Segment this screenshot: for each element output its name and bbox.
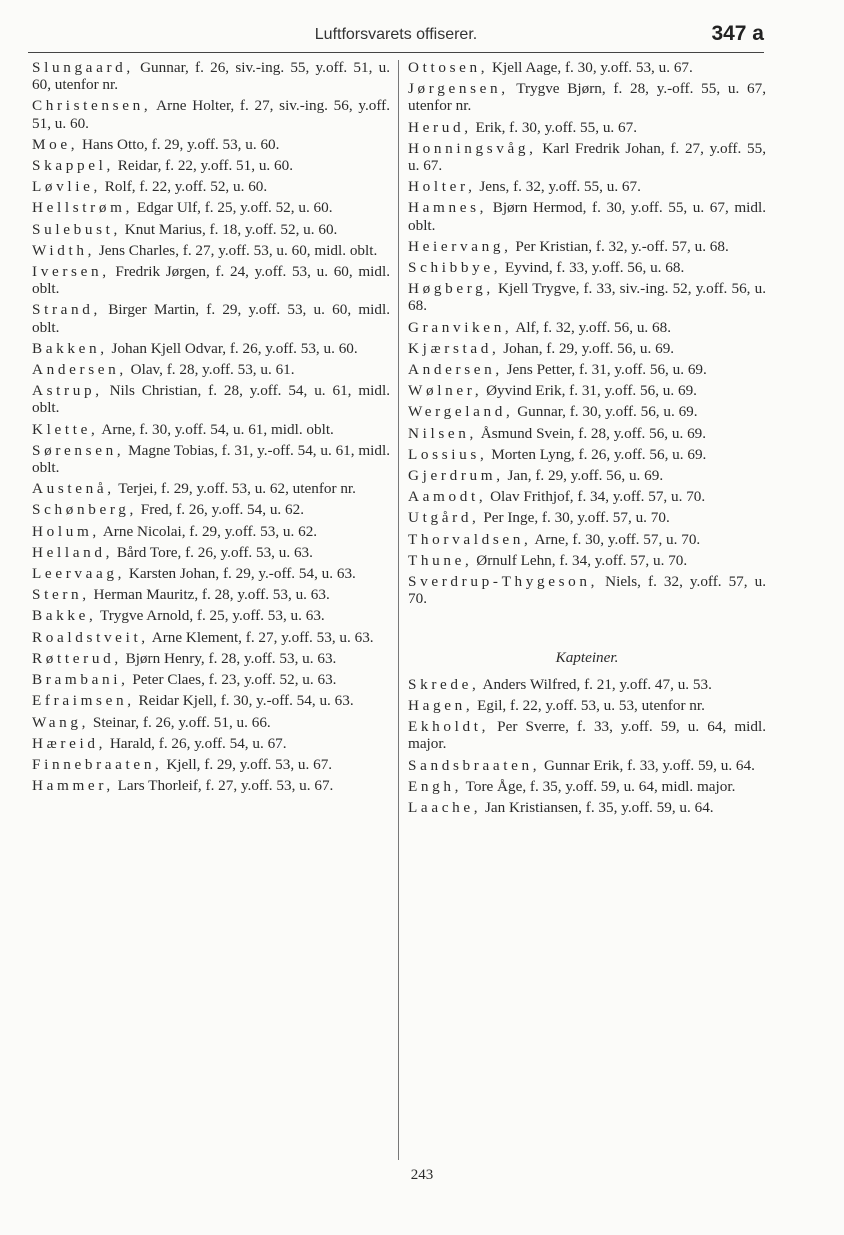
register-entry xyxy=(408,140,766,174)
entry-surname: Wergeland, xyxy=(408,403,514,421)
page-number-top: 347 a xyxy=(711,22,764,45)
entry-details: Magne Tobias, f. 31, y.-off. 54, u. 61, midl. oblt. xyxy=(32,441,390,477)
entry-surname: Astrup, xyxy=(32,382,103,400)
page-number-bottom: 243 xyxy=(410,1167,434,1183)
entry-details: Anders Wilfred, f. 21, y.off. 47, u. 53. xyxy=(479,675,712,693)
register-entry xyxy=(408,403,766,420)
entry-surname: Wølner, xyxy=(408,382,483,400)
entry-surname: Moe, xyxy=(32,135,79,153)
register-entry xyxy=(408,799,766,816)
entry-surname: Andersen, xyxy=(32,361,127,379)
entry-details: Jens Petter, f. 31, y.off. 56, u. 69. xyxy=(502,361,707,379)
register-entry xyxy=(32,692,390,709)
entry-surname: Slungaard, xyxy=(32,59,134,76)
entry-details: Eyvind, f. 33, y.off. 56, u. 68. xyxy=(501,259,685,277)
entry-details: Bård Tore, f. 26, y.off. 53, u. 63. xyxy=(113,543,313,561)
entry-surname: Ekholdt, xyxy=(408,718,490,736)
right-column xyxy=(408,59,766,820)
entry-details: Arne Holter, f. 27, siv.-ing. 56, y.off. 51, u. 60. xyxy=(32,97,390,132)
entry-details: Per Kristian, f. 32, y.-off. 57, u. 68. xyxy=(511,237,729,255)
register-entry xyxy=(408,280,766,314)
register-entry xyxy=(32,586,390,603)
entry-surname: Stern, xyxy=(32,586,90,604)
register-entry xyxy=(32,382,390,416)
register-entry xyxy=(32,136,390,153)
entry-details: Reidar, f. 22, y.off. 51, u. 60. xyxy=(113,157,294,175)
entry-surname: Laache, xyxy=(408,798,482,816)
entry-details: Niels, f. 32, y.off. 57, u. 70. xyxy=(408,573,766,608)
entry-surname: Leervaag, xyxy=(32,565,126,583)
page-header xyxy=(28,22,764,52)
entry-details: Erik, f. 30, y.off. 55, u. 67. xyxy=(471,118,637,136)
entry-surname: Christensen, xyxy=(32,97,152,115)
register-entry xyxy=(32,671,390,688)
entry-surname: Brambani, xyxy=(32,671,129,689)
entry-details: Ørnulf Lehn, f. 34, y.off. 57, u. 70. xyxy=(472,551,688,569)
entry-surname: Gjerdrum, xyxy=(408,467,504,485)
entry-details: Jan Kristiansen, f. 35, y.off. 59, u. 64. xyxy=(481,798,714,816)
entry-surname: Sulebust, xyxy=(32,220,121,238)
entry-surname: Sverdrup-Thygeson, xyxy=(408,573,599,591)
entry-details: Jens, f. 32, y.off. 55, u. 67. xyxy=(475,178,641,196)
entry-surname: Width, xyxy=(32,241,96,259)
entry-surname: Hagen, xyxy=(408,696,474,714)
entry-details: Per Inge, f. 30, y.off. 57, u. 70. xyxy=(479,509,670,527)
entry-surname: Røtterud, xyxy=(32,649,122,667)
entry-details: Lars Thorleif, f. 27, y.off. 53, u. 67. xyxy=(113,777,334,795)
entry-details: Arne, f. 30, y.off. 57, u. 70. xyxy=(531,530,701,548)
entry-surname: Bakke, xyxy=(32,607,97,625)
entry-details: Åsmund Svein, f. 28, y.off. 56, u. 69. xyxy=(477,424,707,442)
entry-details: Alf, f. 32, y.off. 56, u. 68. xyxy=(512,318,672,336)
register-entry xyxy=(32,650,390,667)
entry-details: Jan, f. 29, y.off. 56, u. 69. xyxy=(503,467,664,485)
entry-details: Birger Martin, f. 29, y.off. 53, u. 60, midl. oblt. xyxy=(32,301,390,336)
entry-surname: Holum, xyxy=(32,522,100,540)
entry-details: Reidar Kjell, f. 30, y.-off. 54, u. 63. xyxy=(134,692,354,710)
entry-details: Egil, f. 22, y.off. 53, u. 53, utenfor nr. xyxy=(473,696,705,714)
entry-details: Bjørn Henry, f. 28, y.off. 53, u. 63. xyxy=(121,649,337,667)
entry-surname: Aamodt, xyxy=(408,488,487,506)
register-entry xyxy=(32,157,390,174)
entry-details: Øyvind Erik, f. 31, y.off. 56, u. 69. xyxy=(482,382,697,400)
left-column xyxy=(32,59,390,798)
register-entry xyxy=(32,421,390,438)
register-entry xyxy=(32,735,390,752)
entry-surname: Løvlie, xyxy=(32,178,101,196)
register-entry xyxy=(32,523,390,540)
entry-surname: Bakken, xyxy=(32,339,108,357)
entry-surname: Jørgensen, xyxy=(408,80,509,98)
register-entry xyxy=(408,509,766,526)
register-entry xyxy=(32,301,390,335)
entry-details: Kjell, f. 29, y.off. 53, u. 67. xyxy=(162,755,333,773)
entry-surname: Granviken, xyxy=(408,318,513,336)
register-entry xyxy=(32,199,390,216)
register-entry xyxy=(32,242,390,259)
running-title: Luftforsvarets offiserer. xyxy=(314,26,478,43)
entry-surname: Schønberg, xyxy=(32,501,137,519)
entry-surname: Engh, xyxy=(408,777,463,795)
register-entry xyxy=(408,573,766,607)
entry-surname: Skappel, xyxy=(32,157,114,175)
entry-surname: Skrede, xyxy=(408,675,480,693)
entry-surname: Honningsvåg, xyxy=(408,139,537,157)
entry-surname: Sandsbraaten, xyxy=(408,756,541,774)
register-entry xyxy=(408,697,766,714)
entry-surname: Wang, xyxy=(32,713,90,731)
register-entry xyxy=(408,340,766,357)
kapteiner-entries xyxy=(408,676,766,816)
entry-surname: Iversen, xyxy=(32,263,110,281)
entry-surname: Høgberg, xyxy=(408,280,494,298)
entry-surname: Andersen, xyxy=(408,361,503,379)
entry-details: Gunnar, f. 30, y.off. 56, u. 69. xyxy=(513,403,698,421)
register-entry xyxy=(408,319,766,336)
entry-surname: Holter, xyxy=(408,178,476,196)
entry-details: Rolf, f. 22, y.off. 52, u. 60. xyxy=(100,178,268,196)
entry-surname: Lossius, xyxy=(408,445,488,463)
entry-details: Knut Marius, f. 18, y.off. 52, u. 60. xyxy=(120,220,338,238)
register-entry xyxy=(32,221,390,238)
register-entry xyxy=(408,676,766,693)
entry-details: Johan, f. 29, y.off. 56, u. 69. xyxy=(499,339,675,357)
entry-surname: Klette, xyxy=(32,420,99,438)
register-entry xyxy=(408,718,766,752)
entry-surname: Utgård, xyxy=(408,509,480,527)
entry-details: Kjell Trygve, f. 33, siv.-ing. 52, y.off. 56, u. 68. xyxy=(408,280,766,315)
entry-surname: Kjærstad, xyxy=(408,339,500,357)
register-entry xyxy=(32,263,390,297)
entry-surname: Ottosen, xyxy=(408,59,489,76)
register-entry xyxy=(408,757,766,774)
register-entry xyxy=(32,565,390,582)
entry-surname: Strand, xyxy=(32,301,101,319)
entry-details: Per Sverre, f. 33, y.off. 59, u. 64, midl. major. xyxy=(408,718,766,753)
column-divider xyxy=(398,60,399,1160)
header-rule xyxy=(28,52,764,53)
register-entry xyxy=(32,629,390,646)
register-entry xyxy=(408,119,766,136)
register-entry xyxy=(32,442,390,476)
entry-surname: Helland, xyxy=(32,543,114,561)
entry-details: Arne Nicolai, f. 29, y.off. 53, u. 62. xyxy=(99,522,318,540)
entry-details: Morten Lyng, f. 26, y.off. 56, u. 69. xyxy=(487,445,707,463)
register-entry xyxy=(408,552,766,569)
register-entry xyxy=(408,361,766,378)
entry-details: Peter Claes, f. 23, y.off. 52, u. 63. xyxy=(128,671,337,689)
entry-details: Steinar, f. 26, y.off. 51, u. 66. xyxy=(89,713,271,731)
entry-details: Bjørn Hermod, f. 30, y.off. 55, u. 67, midl. oblt. xyxy=(408,199,766,234)
register-entry xyxy=(32,59,390,93)
register-entry xyxy=(408,382,766,399)
entry-details: Fred, f. 26, y.off. 54, u. 62. xyxy=(136,501,305,519)
entry-details: Nils Christian, f. 28, y.off. 54, u. 61, midl. oblt. xyxy=(32,382,390,417)
section-heading-kapteiner: Kapteiner. xyxy=(555,649,619,667)
entry-details: Kjell Aage, f. 30, y.off. 53, u. 67. xyxy=(488,59,693,76)
entry-details: Hans Otto, f. 29, y.off. 53, u. 60. xyxy=(78,135,280,153)
register-entry xyxy=(408,59,766,76)
entry-details: Karsten Johan, f. 29, y.-off. 54, u. 63. xyxy=(125,565,356,583)
right-column-entries xyxy=(408,59,766,607)
entry-surname: Thune, xyxy=(408,551,473,569)
entry-details: Gunnar, f. 26, siv.-ing. 55, y.off. 51, u. 60, utenfor nr. xyxy=(32,59,390,94)
register-entry xyxy=(32,501,390,518)
entry-surname: Hæreid, xyxy=(32,734,107,752)
register-entry xyxy=(32,480,390,497)
register-entry xyxy=(32,97,390,131)
register-entry xyxy=(32,361,390,378)
entry-details: Arne, f. 30, y.off. 54, u. 61, midl. oblt. xyxy=(98,420,334,438)
register-entry xyxy=(32,756,390,773)
entry-details: Herman Mauritz, f. 28, y.off. 53, u. 63. xyxy=(89,586,330,604)
entry-surname: Efraimsen, xyxy=(32,692,135,710)
entry-surname: Sørensen, xyxy=(32,441,125,459)
entry-surname: Hellstrøm, xyxy=(32,199,134,217)
entry-surname: Austenå, xyxy=(32,480,115,498)
entry-details: Arne Klement, f. 27, y.off. 53, u. 63. xyxy=(148,628,374,646)
entry-details: Harald, f. 26, y.off. 54, u. 67. xyxy=(106,734,287,752)
entry-details: Fredrik Jørgen, f. 24, y.off. 53, u. 60, midl. oblt. xyxy=(32,263,390,298)
entry-surname: Thorvaldsen, xyxy=(408,530,532,548)
register-entry xyxy=(32,544,390,561)
entry-details: Olav Frithjof, f. 34, y.off. 57, u. 70. xyxy=(486,488,706,506)
entry-details: Tore Åge, f. 35, y.off. 59, u. 64, midl. major. xyxy=(462,777,736,795)
entry-details: Olav, f. 28, y.off. 53, u. 61. xyxy=(126,361,295,379)
entry-surname: Nilsen, xyxy=(408,424,477,442)
register-entry xyxy=(32,340,390,357)
register-entry xyxy=(32,777,390,794)
entry-surname: Roaldstveit, xyxy=(32,628,149,646)
register-entry xyxy=(408,425,766,442)
register-entry xyxy=(408,467,766,484)
register-entry xyxy=(408,259,766,276)
entry-details: Terjei, f. 29, y.off. 53, u. 62, utenfor nr. xyxy=(114,480,356,498)
entry-details: Gunnar Erik, f. 33, y.off. 59, u. 64. xyxy=(540,756,755,774)
entry-surname: Herud, xyxy=(408,118,472,136)
register-entry xyxy=(408,488,766,505)
register-entry xyxy=(32,607,390,624)
register-entry xyxy=(408,446,766,463)
register-entry xyxy=(408,238,766,255)
entry-details: Trygve Arnold, f. 25, y.off. 53, u. 63. xyxy=(96,607,325,625)
entry-details: Edgar Ulf, f. 25, y.off. 52, u. 60. xyxy=(133,199,333,217)
entry-details: Trygve Bjørn, f. 28, y.-off. 55, u. 67, utenfor nr. xyxy=(408,80,766,115)
register-entry xyxy=(408,778,766,795)
entry-surname: Hammer, xyxy=(32,777,114,795)
entry-surname: Heiervang, xyxy=(408,237,512,255)
register-entry xyxy=(408,80,766,114)
register-entry xyxy=(32,178,390,195)
register-entry xyxy=(408,531,766,548)
entry-details: Karl Fredrik Johan, f. 27, y.off. 55, u. 67. xyxy=(408,139,766,175)
entry-details: Johan Kjell Odvar, f. 26, y.off. 53, u. 60. xyxy=(107,339,358,357)
entry-details: Jens Charles, f. 27, y.off. 53, u. 60, midl. oblt. xyxy=(95,241,378,259)
register-entry xyxy=(408,199,766,233)
register-entry xyxy=(32,714,390,731)
entry-surname: Hamnes, xyxy=(408,199,488,217)
entry-surname: Schibbye, xyxy=(408,259,502,277)
entry-surname: Finnebraaten, xyxy=(32,755,163,773)
register-entry xyxy=(408,178,766,195)
